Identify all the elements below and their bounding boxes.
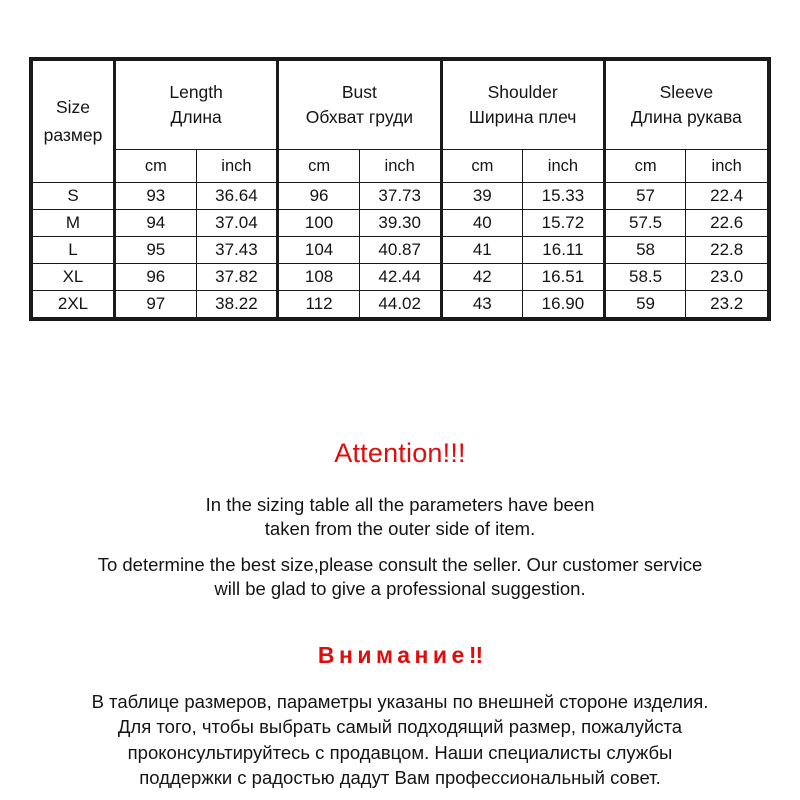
cell-length-cm: 94 [115,210,197,237]
english-notice-line: taken from the outer side of item. [264,518,536,540]
cell-sleeve-cm: 57.5 [604,210,686,237]
cell-shoulder-inch: 15.72 [523,210,605,237]
russian-notice-block [0,641,800,791]
header-unit-length-inch: inch [196,150,278,183]
cell-length-cm: 93 [115,183,197,210]
cell-shoulder-cm: 39 [441,183,523,210]
header-group-length-ru: Длина [170,107,222,127]
cell-size: 2XL [33,291,115,318]
cell-shoulder-cm: 42 [441,264,523,291]
header-group-bust [278,61,441,150]
cell-bust-cm: 96 [278,183,360,210]
english-notice-paragraph-2 [0,553,800,602]
cell-length-inch: 36.64 [196,183,278,210]
cell-length-cm: 96 [115,264,197,291]
header-size-ru: размер [43,124,103,145]
english-notice-line: To determine the best size,please consult the seller. Our customer service [97,553,703,575]
table-row [33,237,768,264]
english-notice-line: In the sizing table all the parameters have been [205,494,595,515]
cell-sleeve-inch: 22.4 [686,183,768,210]
table-row [33,183,768,210]
cell-length-inch: 37.43 [196,237,278,264]
header-unit-shoulder-cm: cm [441,150,523,183]
header-group-length-en: Length [169,82,223,103]
cell-shoulder-inch: 16.90 [523,291,605,318]
english-notice-paragraph-1 [0,493,800,542]
header-group-sleeve [604,61,767,150]
attention-heading: Attention!!! [334,438,466,468]
header-group-bust-ru: Обхват груди [305,107,413,127]
cell-size: XL [33,264,115,291]
table-row [33,291,768,318]
russian-notice-line: проконсультируйтесь с продавцом. Наши специалисты службы [127,741,673,763]
cell-shoulder-inch: 15.33 [523,183,605,210]
notice-block [0,440,800,791]
russian-notice-line: поддержки с радостью дадут Вам профессиональный совет. [139,767,661,789]
header-group-shoulder [441,61,604,150]
header-unit-shoulder-inch: inch [523,150,605,183]
cell-sleeve-cm: 58.5 [604,264,686,291]
cell-shoulder-cm: 41 [441,237,523,264]
cell-bust-inch: 37.73 [359,183,441,210]
cell-bust-inch: 44.02 [359,291,441,318]
header-group-bust-en: Bust [341,82,377,103]
table-header-unit-row [33,150,768,183]
cell-shoulder-cm: 43 [441,291,523,318]
table-row [33,210,768,237]
english-notice-line: will be glad to give a professional suggestion. [214,578,586,600]
table-header-group-row [33,61,768,150]
cell-bust-cm: 112 [278,291,360,318]
cell-bust-cm: 100 [278,210,360,237]
header-unit-sleeve-inch: inch [686,150,768,183]
cell-shoulder-inch: 16.51 [523,264,605,291]
cell-bust-cm: 108 [278,264,360,291]
cell-bust-cm: 104 [278,237,360,264]
cell-sleeve-inch: 23.0 [686,264,768,291]
cell-bust-inch: 39.30 [359,210,441,237]
cell-length-cm: 97 [115,291,197,318]
russian-notice-paragraph [0,689,800,791]
cell-length-inch: 37.04 [196,210,278,237]
cell-length-inch: 37.82 [196,264,278,291]
table-row [33,264,768,291]
header-group-sleeve-ru: Длина рукава [630,107,742,127]
header-group-length [115,61,278,150]
russian-notice-line: Для того, чтобы выбрать самый подходящий размер, пожалуйста [117,716,683,738]
header-unit-length-cm: cm [115,150,197,183]
vnimanie-heading [0,641,800,668]
vnimanie-heading-bangs: !! [468,641,483,668]
header-unit-bust-inch: inch [359,150,441,183]
cell-bust-inch: 42.44 [359,264,441,291]
cell-sleeve-inch: 23.2 [686,291,768,318]
header-group-sleeve-en: Sleeve [659,82,714,103]
cell-sleeve-cm: 57 [604,183,686,210]
header-unit-sleeve-cm: cm [604,150,686,183]
cell-sleeve-cm: 58 [604,237,686,264]
size-chart-table [32,60,768,318]
header-size-en: Size [55,97,91,118]
cell-size: S [33,183,115,210]
cell-sleeve-cm: 59 [604,291,686,318]
header-unit-bust-cm: cm [278,150,360,183]
cell-shoulder-inch: 16.11 [523,237,605,264]
header-size [33,61,115,183]
russian-notice-line: В таблице размеров, параметры указаны по внешней стороне изделия. [91,690,709,712]
header-group-shoulder-en: Shoulder [487,82,558,103]
cell-size: L [33,237,115,264]
vnimanie-heading-word: Внимание [317,641,469,668]
cell-length-inch: 38.22 [196,291,278,318]
cell-length-cm: 95 [115,237,197,264]
cell-bust-inch: 40.87 [359,237,441,264]
cell-shoulder-cm: 40 [441,210,523,237]
cell-sleeve-inch: 22.6 [686,210,768,237]
cell-size: M [33,210,115,237]
cell-sleeve-inch: 22.8 [686,237,768,264]
header-group-shoulder-ru: Ширина плеч [468,107,577,127]
